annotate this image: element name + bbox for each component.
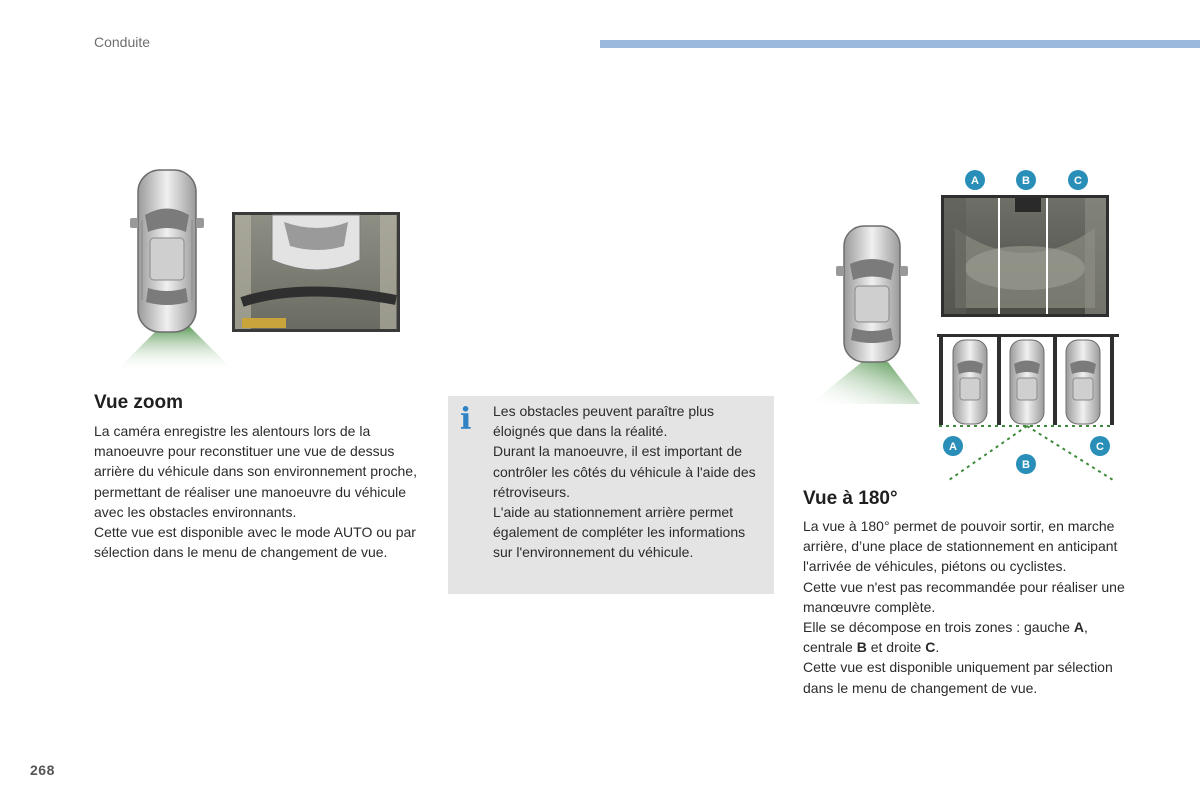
parked-car-right <box>1066 340 1100 424</box>
info-note-text <box>493 401 761 563</box>
zoom-description <box>94 421 424 562</box>
zone-label-b-top: B <box>1022 175 1030 187</box>
parked-car-left <box>953 340 987 424</box>
zoom-paragraph-1: La caméra enregistre les alentours lors de la manoeuvre pour reconstituer une vue de dessus arrière du véhicule dans son environnement proche, permettant de réaliser une manoeuvre du véhicule avec les obstacles environnants. <box>94 423 417 520</box>
page-number: 268 <box>30 762 55 778</box>
v180-car-illustration <box>810 222 940 412</box>
zone-label-b-bottom: B <box>1022 459 1030 471</box>
zoom-heading: Vue zoom <box>94 392 184 413</box>
zone-label-a-top: A <box>971 175 979 187</box>
header-accent-bar <box>600 40 1200 48</box>
zone-label-c-top: C <box>1074 175 1082 187</box>
v180-paragraph-2: Cette vue n'est pas recommandée pour réaliser une manœuvre complète. <box>803 578 1125 615</box>
v180-paragraph-4: Cette vue est disponible uniquement par sélection dans le menu de changement de vue. <box>803 659 1113 696</box>
v180-zone-c: C <box>925 639 936 656</box>
parked-car-middle <box>1010 340 1044 424</box>
info-paragraph-2: Durant la manoeuvre, il est important de contrôler les côtés du véhicule à l'aide des rétroviseurs. <box>493 443 756 500</box>
v180-zones-end: . <box>935 639 940 656</box>
v180-zones-sep-2: et droite <box>866 639 926 656</box>
info-note-box <box>448 396 774 594</box>
v180-paragraph-1: La vue à 180° permet de pouvoir sortir, en marche arrière, d’une place de stationnement en anticipant l'arrivée de véhicules, piétons ou cyclistes. <box>803 518 1118 575</box>
v180-zones-intro: Elle se décompose en trois zones : gauche <box>803 619 1074 636</box>
v180-zone-a: A <box>1073 619 1084 636</box>
zoom-paragraph-2: Cette vue est disponible avec le mode AUTO ou par sélection dans le menu de changement de vue. <box>94 524 416 561</box>
zoom-camera-screen <box>232 212 400 332</box>
v180-description <box>803 516 1133 698</box>
v180-zones-sep-1: , centrale <box>803 619 1088 656</box>
zone-label-c-bottom: C <box>1096 441 1104 453</box>
info-paragraph-3: L'aide au stationnement arrière permet également de compléter les informations sur l'environnement du véhicule. <box>493 504 746 561</box>
section-title: Conduite <box>94 34 151 50</box>
v180-paragraph-3 <box>803 617 1133 657</box>
zoom-car-illustration <box>110 160 240 375</box>
zone-label-a-bottom: A <box>949 441 957 453</box>
v180-heading: Vue à 180° <box>803 488 898 509</box>
v180-zone-diagram <box>935 168 1125 488</box>
v180-zone-b: B <box>856 639 867 656</box>
info-paragraph-1: Les obstacles peuvent paraître plus éloignés que dans la réalité. <box>493 403 715 440</box>
info-icon: i <box>460 402 472 437</box>
